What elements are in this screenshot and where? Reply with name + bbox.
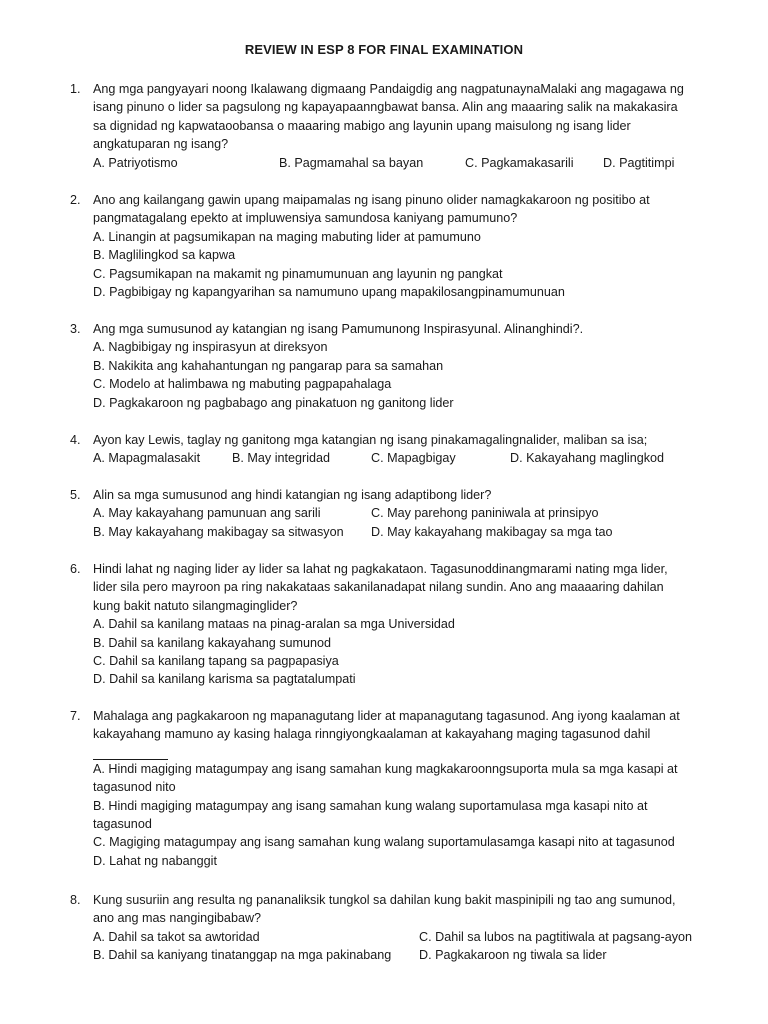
option-a-continued: tagasunod nito <box>93 780 176 795</box>
options-row <box>93 449 740 467</box>
option-b: B. Dahil sa kaniyang tinatanggap na mga pakinabang <box>93 948 392 963</box>
question-stem-line: Mahalaga ang pagkakaroon ng mapanagutang lider at mapanagutang tagasunod. Ang iyong kaalaman at <box>93 709 680 723</box>
question-stem-line: ano ang mas nangingibabaw? <box>93 911 262 926</box>
options-row <box>93 523 740 541</box>
option-d: D. Pagkakaroon ng tiwala sa lider <box>419 948 607 963</box>
option-a: A. Hindi magiging matagumpay ang isang samahan kung magkakaroonngsuporta mula sa mga kasapi at <box>93 761 678 776</box>
question-3 <box>70 320 740 412</box>
option-a: A. May kakayahang pamunuan ang sarili <box>93 506 321 521</box>
options-row <box>93 154 740 172</box>
option-a: A. Patriyotismo <box>93 155 178 170</box>
options-row <box>93 504 740 522</box>
option-b: B. Pagmamahal sa bayan <box>279 155 424 170</box>
question-stem-line: kakayahang mamuno ay kasing halaga rinngiyongkaalaman at kakayahang maging tagasunod dahil <box>93 727 651 742</box>
option-d: D. Lahat ng nabanggit <box>93 853 217 868</box>
question-number: 1. <box>70 82 81 96</box>
option-a: A. Dahil sa kanilang mataas na pinag-aralan sa mga Universidad <box>93 617 455 632</box>
option-d: D. Dahil sa kanilang karisma sa pagtatalumpati <box>93 672 356 687</box>
option-b-continued: tagasunod <box>93 817 152 832</box>
option-c: C. May parehong paniniwala at prinsipyo <box>371 506 599 521</box>
question-2 <box>70 191 740 301</box>
option-a: A. Mapagmalasakit <box>93 451 201 466</box>
option-b: B. May kakayahang makibagay sa sitwasyon <box>93 524 344 539</box>
option-b: B. May integridad <box>232 451 331 466</box>
option-d: D. Kakayahang maglingkod <box>510 451 665 466</box>
question-number: 2. <box>70 193 81 207</box>
question-number: 4. <box>70 433 81 447</box>
question-5 <box>70 486 740 541</box>
option-d: D. Pagtitimpi <box>603 155 675 170</box>
option-c: C. Pagkamakasarili <box>465 155 574 170</box>
question-stem-line: Alin sa mga sumusunod ang hindi katangian ng isang adaptibong lider? <box>93 488 492 502</box>
question-number: 6. <box>70 562 81 576</box>
option-b: B. Nakikita ang kahahantungan ng pangarap para sa samahan <box>93 358 444 373</box>
question-stem-line: Ano ang kailangang gawin upang maipamalas ng isang pinuno olider namagkakaroon ng positibo at <box>93 193 650 207</box>
options-row <box>93 946 740 964</box>
option-c: C. Pagsumikapan na makamit ng pinamumunuan ang layunin ng pangkat <box>93 266 503 281</box>
question-number: 8. <box>70 893 81 907</box>
question-stem-line: sa dignidad ng kapwataoobansa o maaaring mabigo ang layunin upang maisulong ng isang lider <box>93 118 631 133</box>
option-a: A. Dahil sa takot sa awtoridad <box>93 929 260 944</box>
option-c: C. Mapagbigay <box>371 451 456 466</box>
question-stem-line: isang pinuno o lider sa pagsulong ng kapayapaanngbawat bansa. Alin ang maaaring salik na makakasira <box>93 100 678 115</box>
options-row <box>93 928 740 946</box>
question-stem-line: Ang mga sumusunod ay katangian ng isang Pamumunong Inspirasyunal. Alinanghindi?. <box>93 322 584 336</box>
option-d: D. Pagkakaroon ng pagbabago ang pinakatuon ng ganitong lider <box>93 395 454 410</box>
question-stem-line: lider sila pero mayroon pa ring nakakataas sakanilanadapat nilang sundin. Ano ang maaaaring dahilan <box>93 580 664 595</box>
question-stem-line: Hindi lahat ng naging lider ay lider sa lahat ng pagkakataon. Tagasunoddinangmarami nating mga lider, <box>93 562 668 576</box>
question-stem-line: pangmatagalang epekto at impluwensiya samundosa kaniyang pamumuno? <box>93 211 518 226</box>
question-6 <box>70 560 740 689</box>
question-1 <box>70 80 740 172</box>
option-b: B. Hindi magiging matagumpay ang isang samahan kung walang suportamulasa mga kasapi nito at <box>93 798 648 813</box>
question-stem-line: kung bakit natuto silangmaginglider? <box>93 598 298 613</box>
question-8 <box>70 891 740 965</box>
option-c: C. Dahil sa lubos na pagtitiwala at pagsang-ayon <box>419 929 693 944</box>
option-c: C. Dahil sa kanilang tapang sa pagpapasiya <box>93 654 339 669</box>
option-a: A. Linangin at pagsumikapan na maging mabuting lider at pamumuno <box>93 229 481 244</box>
option-b: B. Maglilingkod sa kapwa <box>93 248 236 263</box>
question-7 <box>70 707 740 870</box>
answer-blank <box>93 744 168 760</box>
question-stem-line: Kung susuriin ang resulta ng pananaliksik tungkol sa dahilan kung bakit maspinipili ng tao ang sumunod, <box>93 893 676 907</box>
question-stem-line: Ayon kay Lewis, taglay ng ganitong mga katangian ng isang pinakamagalingnalider, maliban sa isa; <box>93 433 648 447</box>
option-d: D. May kakayahang makibagay sa mga tao <box>371 524 613 539</box>
question-number: 7. <box>70 709 81 723</box>
option-b: B. Dahil sa kanilang kakayahang sumunod <box>93 635 332 650</box>
option-a: A. Nagbibigay ng inspirasyun at direksyon <box>93 340 328 355</box>
question-stem-line: angkatuparan ng isang? <box>93 137 229 152</box>
option-c: C. Modelo at halimbawa ng mabuting pagpapahalaga <box>93 377 392 392</box>
question-4 <box>70 431 740 468</box>
question-number: 5. <box>70 488 81 502</box>
question-stem-line: Ang mga pangyayari noong Ikalawang digmaang Pandaigdig ang nagpatunaynaMalaki ang magagawa ng <box>93 82 684 96</box>
document-title: REVIEW IN ESP 8 FOR FINAL EXAMINATION <box>244 42 524 57</box>
question-number: 3. <box>70 322 81 336</box>
option-c: C. Magiging matagumpay ang isang samahan kung walang suportamulasamga kasapi nito at tagasunod <box>93 835 675 850</box>
option-d: D. Pagbibigay ng kapangyarihan sa namumuno upang mapakilosangpinamumunuan <box>93 285 565 300</box>
